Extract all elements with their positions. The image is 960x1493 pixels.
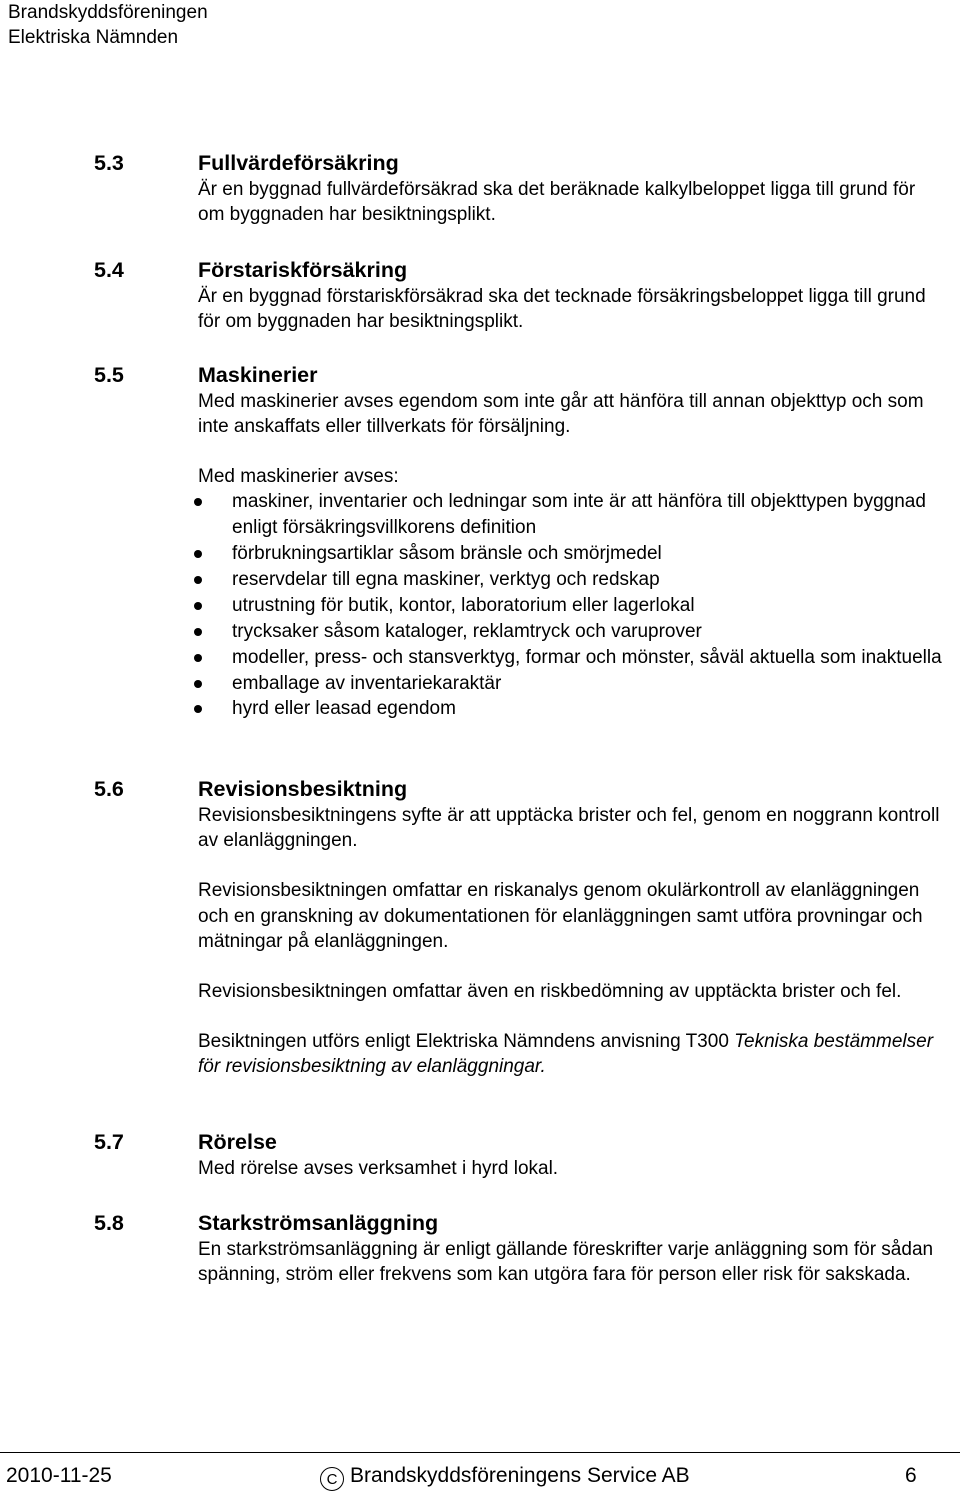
section-body [198, 803, 944, 1080]
section-body [198, 284, 944, 335]
section-number: 5.7 [94, 1130, 124, 1154]
section-title: Förstariskförsäkring [198, 258, 408, 282]
header-organization: Brandskyddsföreningen [8, 2, 208, 23]
paragraph: Är en byggnad förstariskförsäkrad ska det tecknade försäkringsbeloppet ligga till grund för om byggnaden har besiktningsplikt. [198, 286, 926, 333]
copyright-icon: C [320, 1467, 344, 1491]
section-body [198, 389, 944, 722]
paragraph-text: Besiktningen utförs enligt Elektriska Nämndens anvisning T300 [198, 1030, 735, 1052]
section-title: Revisionsbesiktning [198, 777, 408, 801]
section-5-8 [94, 1209, 944, 1288]
list-item: maskiner, inventarier och ledningar som inte är att hänföra till objekttypen byggnad enligt försäkringsvillkorens definition [198, 489, 952, 541]
section-heading [94, 149, 944, 177]
document-title-reference: Tekniska bestämmelser för revisionsbesiktning av elanläggningar. [198, 1030, 934, 1078]
section-heading [94, 775, 944, 803]
bullet-icon [194, 602, 202, 610]
list-item: hyrd eller leasad egendom [198, 696, 952, 722]
section-title: Rörelse [198, 1130, 277, 1154]
list-item: förbrukningsartiklar såsom bränsle och smörjmedel [198, 541, 952, 567]
paragraph: Revisionsbesiktningens syfte är att upptäcka brister och fel, genom en noggrann kontroll av elanläggningen. [198, 805, 940, 852]
section-number: 5.3 [94, 151, 124, 175]
section-number: 5.5 [94, 363, 124, 387]
paragraph: Med maskinerier avses egendom som inte går att hänföra till annan objekttyp och som inte anskaffats eller tillverkats för försäljning. [198, 391, 924, 438]
maskinerier-list [198, 489, 944, 722]
list-item: reservdelar till egna maskiner, verktyg och redskap [198, 567, 952, 593]
footer-divider [0, 1452, 960, 1453]
section-heading [94, 361, 944, 389]
bullet-icon [194, 705, 202, 713]
list-item: emballage av inventariekaraktär [198, 671, 952, 697]
section-5-5 [94, 361, 944, 722]
bullet-icon [194, 550, 202, 558]
section-number: 5.8 [94, 1211, 124, 1235]
footer-company-name: Brandskyddsföreningens Service AB [350, 1464, 690, 1487]
section-title: Fullvärdeförsäkring [198, 151, 399, 175]
page-header [8, 0, 208, 50]
section-title: Maskinerier [198, 363, 318, 387]
section-number: 5.6 [94, 777, 124, 801]
header-department: Elektriska Nämnden [8, 27, 179, 48]
section-body [198, 1237, 944, 1288]
section-5-4 [94, 256, 944, 335]
footer-date: 2010-11-25 [6, 1464, 112, 1487]
paragraph: En starkströmsanläggning är enligt gällande föreskrifter varje anläggning som för sådan spänning, ström eller frekvens som kan utgöra fara för person eller risk för sakskada. [198, 1239, 934, 1286]
section-number: 5.4 [94, 258, 124, 282]
paragraph: Revisionsbesiktningen omfattar även en riskbedömning av upptäckta brister och fel. [198, 981, 902, 1003]
bullet-icon [194, 576, 202, 584]
list-item: modeller, press- och stansverktyg, formar och mönster, såväl aktuella som inaktuella [198, 645, 952, 671]
bullet-icon [194, 680, 202, 688]
list-item: trycksaker såsom kataloger, reklamtryck och varuprover [198, 619, 952, 645]
footer-company [320, 1462, 690, 1491]
section-heading [94, 1209, 944, 1237]
paragraph: Revisionsbesiktningen omfattar en riskanalys genom okulärkontroll av elanläggningen och en granskning av dokumentationen för elanläggningen samt utföra provningar och mätningar på elanläggningen. [198, 880, 923, 953]
bullet-icon [194, 654, 202, 662]
bullet-icon [194, 498, 202, 506]
paragraph: Med rörelse avses verksamhet i hyrd lokal. [198, 1158, 559, 1179]
paragraph: Är en byggnad fullvärdeförsäkrad ska det beräknade kalkylbeloppet ligga till grund för om byggnaden har besiktningsplikt. [198, 179, 916, 226]
section-5-3 [94, 149, 944, 228]
section-5-6 [94, 775, 944, 1080]
page-number: 6 [905, 1464, 917, 1487]
list-item: utrustning för butik, kontor, laboratorium eller lagerlokal [198, 593, 952, 619]
section-body [198, 1156, 944, 1181]
section-heading [94, 256, 944, 284]
section-heading [94, 1128, 944, 1156]
paragraph [198, 1029, 944, 1080]
section-body [198, 177, 944, 228]
bullet-icon [194, 628, 202, 636]
section-5-7 [94, 1128, 944, 1181]
section-title: Starkströmsanläggning [198, 1211, 439, 1235]
list-intro: Med maskinerier avses: [198, 465, 399, 487]
